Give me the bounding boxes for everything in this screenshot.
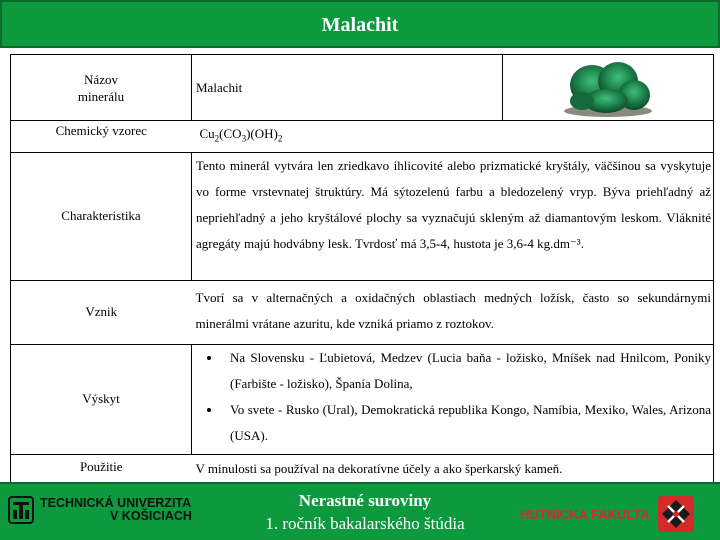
title-bar: [0, 0, 720, 48]
malachite-image: [558, 57, 658, 119]
footer-bar: [0, 482, 720, 540]
mineral-table: [10, 54, 714, 483]
faculty-emblem-icon: [656, 494, 696, 534]
course-title: Nerastné suroviny: [298, 491, 432, 510]
characteristics-label-cell: [11, 152, 192, 280]
origin-cell: [192, 280, 714, 344]
university-line1: TECHNICKÁ UNIVERZITA: [40, 496, 192, 510]
occurrence-item-slovakia: • Na Slovensku - Ľubietová, Medzev (Lucia baňa - ložisko, Mníšek nad Hnilcom, Poniky (Farbište - ložisko), Španía Dolina,: [222, 345, 711, 397]
tuke-emblem-icon: [8, 496, 34, 524]
mineral-image: [503, 57, 713, 119]
university-logo: [8, 496, 192, 524]
course-year: 1. ročník bakalarského štúdia: [265, 514, 465, 533]
university-line2: V KOŠICIACH: [110, 509, 192, 523]
usage-row: [11, 454, 714, 483]
occurrence-label-cell: [11, 344, 192, 454]
name-label-cell: [11, 55, 192, 121]
image-cell: [503, 55, 714, 121]
origin-label-cell: [11, 280, 192, 344]
occurrence-cell: [192, 344, 714, 454]
faculty-logo: [520, 494, 696, 534]
characteristics-text: Tento minerál vytvára len zriedkavo ihlicovité alebo prizmatické kryštály, väčšinou sa vyskytuje vo forme vrstevnatej štruktúry. Má sýtozelenú farbu a bledozelený vryp. Býva priehľadný až nepriehľadný a jeho kryštálové plochy sa vyznačujú skleným až diamantovým leskom. Vláknité agregáty majú hodvábny lesk. Tvrdosť má 3,5-4, hustota je 3,6-4 kg.dm⁻³.: [196, 157, 711, 251]
course-info: [240, 490, 490, 536]
characteristics-row: [11, 152, 714, 280]
occurrence-label: Výskyt: [82, 391, 120, 407]
page-title: Malachit: [321, 14, 399, 36]
chemical-formula: $Cu_2(CO_3)(OH)_2$: [199, 126, 283, 144]
occurrence-list: [196, 345, 711, 449]
usage-label: Použitie: [79, 458, 123, 474]
usage-label-cell: [11, 454, 192, 483]
formula-label: Chemický vzorec: [55, 123, 147, 138]
origin-row: [11, 280, 714, 344]
formula-cell: [192, 121, 714, 153]
occurrence-item-world: • Vo svete - Rusko (Ural), Demokratická republika Kongo, Namíbia, Mexiko, Wales, Arizona (USA).: [222, 397, 711, 449]
formula-row: [11, 121, 714, 153]
name-value-cell: [192, 55, 503, 121]
characteristics-cell: [192, 152, 714, 280]
name-label: Názov minerálu: [77, 71, 125, 104]
content-sheet: [0, 48, 720, 482]
university-name: [40, 497, 192, 523]
name-row: [11, 55, 714, 121]
characteristics-label: Charakteristika: [61, 208, 141, 224]
occurrence-row: [11, 344, 714, 454]
origin-text: Tvorí sa v alternačných a oxidačných oblastiach medných ložísk, často so sekundárnymi minerálmi vrátane azuritu, kde vzniká priamo z roztokov.: [195, 289, 711, 331]
formula-label-cell: [11, 121, 192, 153]
usage-cell: [192, 454, 714, 483]
origin-label: Vznik: [85, 304, 118, 320]
usage-text: V minulosti sa používal na dekoratívne účely a ako šperkarský kameň.: [195, 460, 563, 476]
faculty-name: HUTNÍCKA FAKULTA: [520, 506, 650, 522]
name-value: Malachit: [196, 79, 243, 95]
